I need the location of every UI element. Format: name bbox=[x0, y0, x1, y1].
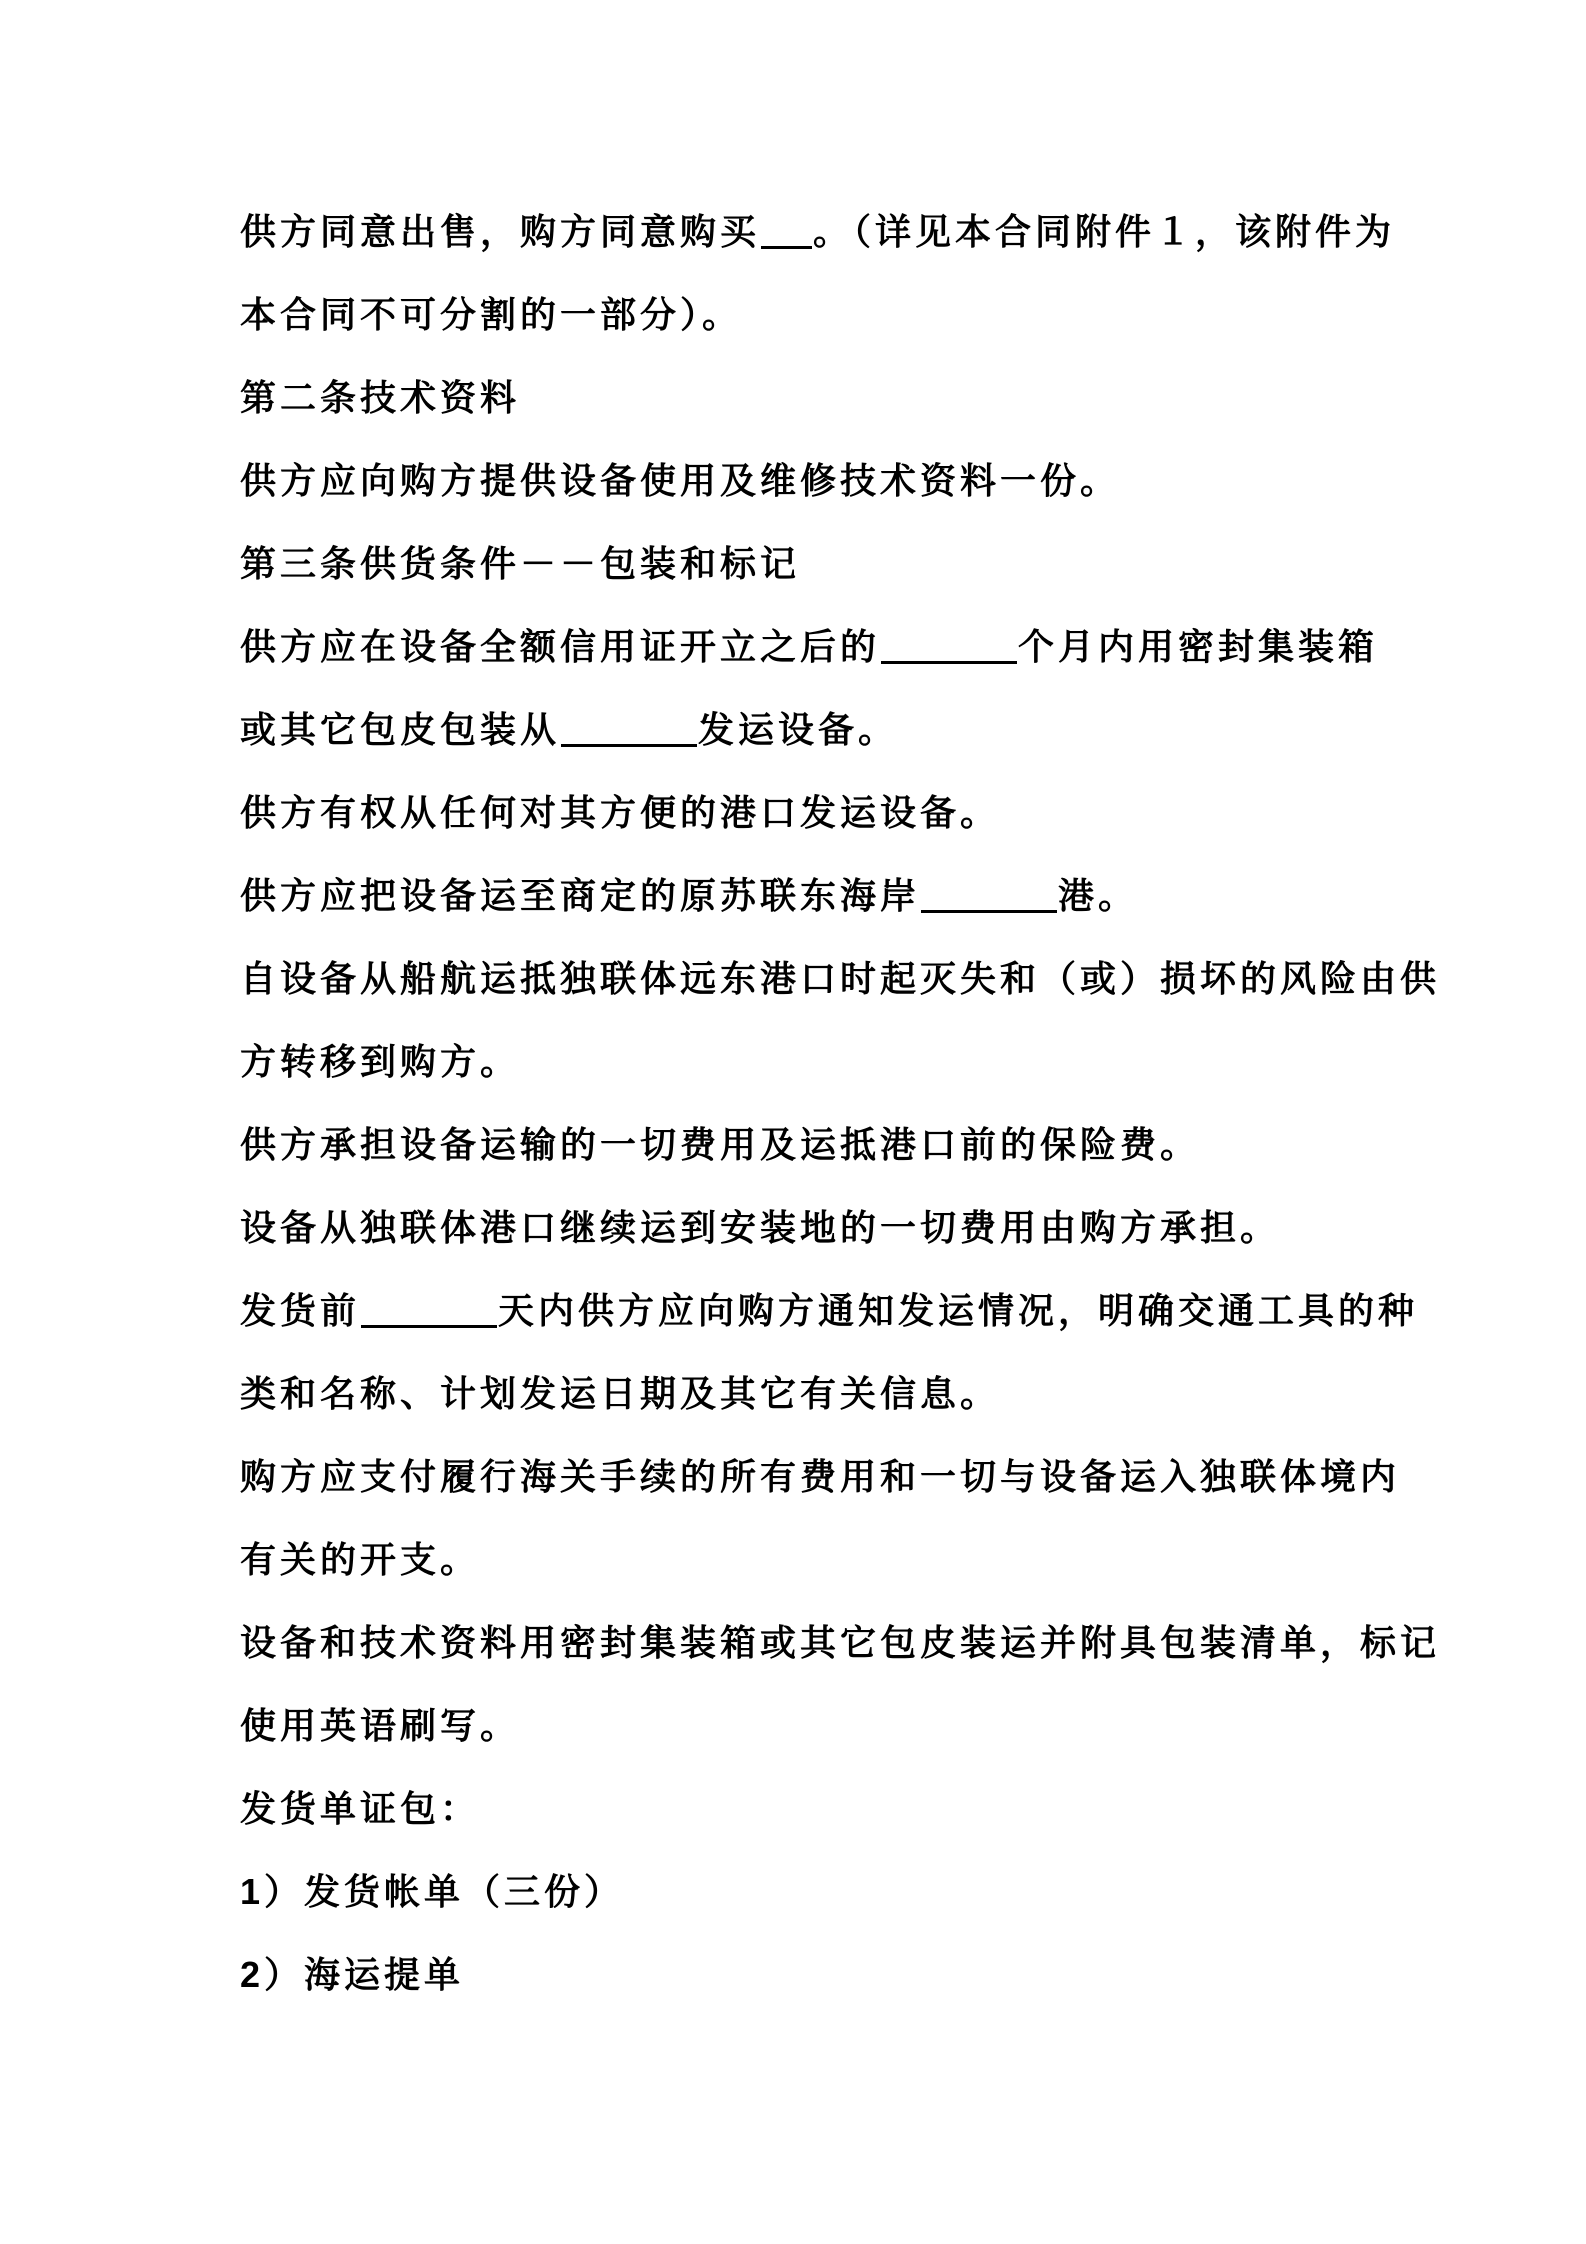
text-run: 类和名称、计划发运日期及其它有关信息。 bbox=[240, 1373, 1001, 1414]
heading-line bbox=[240, 356, 1436, 439]
text-run: 方转移到购方。 bbox=[240, 1041, 521, 1082]
fill-in-blank bbox=[361, 1323, 497, 1328]
fill-in-blank bbox=[761, 244, 812, 249]
text-run: 有关的开支。 bbox=[240, 1539, 481, 1580]
text-run: 供方承担设备运输的一切费用及运抵港口前的保险费。 bbox=[240, 1124, 1201, 1165]
text-run: 供方有权从任何对其方便的港口发运设备。 bbox=[240, 792, 1001, 833]
text-run: 供方应在设备全额信用证开立之后的 bbox=[240, 626, 881, 667]
text-run: 供方应向购方提供设备使用及维修技术资料一份。 bbox=[240, 460, 1121, 501]
text-run: 使用英语刷写。 bbox=[240, 1705, 521, 1746]
text-run: 港。 bbox=[1058, 875, 1139, 916]
heading-line bbox=[240, 522, 1436, 605]
text-line bbox=[240, 273, 1436, 356]
text-line bbox=[240, 771, 1436, 854]
text-line bbox=[240, 605, 1436, 688]
fill-in-blank bbox=[561, 742, 697, 747]
text-run: 个月内用密封集装箱 bbox=[1018, 626, 1379, 667]
text-line bbox=[240, 688, 1436, 771]
text-line bbox=[240, 1186, 1436, 1269]
heading-line bbox=[240, 1767, 1436, 1850]
text-line bbox=[240, 190, 1436, 273]
text-line bbox=[240, 439, 1436, 522]
text-line bbox=[240, 1435, 1436, 1518]
text-line bbox=[240, 1518, 1436, 1601]
text-run: 发运设备。 bbox=[698, 709, 899, 750]
list-item-line bbox=[240, 1850, 1436, 1933]
text-line bbox=[240, 1601, 1441, 1684]
text-run: 或其它包皮包装从 bbox=[240, 709, 561, 750]
text-line bbox=[240, 937, 1441, 1020]
text-run: 供方同意出售，购方同意购买 bbox=[240, 211, 761, 252]
text-run: 第二条技术资料 bbox=[240, 377, 521, 418]
text-line bbox=[240, 1020, 1436, 1103]
list-item-line bbox=[240, 1933, 1436, 2016]
text-run: 发货单证包： bbox=[240, 1788, 481, 1829]
text-run: 。（详见本合同附件１，该附件为 bbox=[813, 211, 1396, 252]
text-run: 供方应把设备运至商定的原苏联东海岸 bbox=[240, 875, 921, 916]
text-line bbox=[240, 1684, 1436, 1767]
text-run: 自设备从船航运抵独联体远东港口时起灭失和（或）损坏的风险由供 bbox=[240, 958, 1441, 999]
text-run: 第三条供货条件－－包装和标记 bbox=[240, 543, 801, 584]
fill-in-blank bbox=[881, 659, 1017, 664]
fill-in-blank bbox=[921, 908, 1057, 913]
text-line bbox=[240, 1269, 1436, 1352]
text-run: 2）海运提单 bbox=[240, 1954, 465, 1995]
text-run: 设备和技术资料用密封集装箱或其它包皮装运并附具包装清单，标记 bbox=[240, 1622, 1441, 1663]
text-run: 天内供方应向购方通知发运情况，明确交通工具的种 bbox=[498, 1290, 1419, 1331]
text-run: 设备从独联体港口继续运到安装地的一切费用由购方承担。 bbox=[240, 1207, 1281, 1248]
text-line bbox=[240, 1103, 1436, 1186]
text-run: 本合同不可分割的一部分）。 bbox=[240, 294, 743, 335]
text-run: 发货前 bbox=[240, 1290, 361, 1331]
text-line bbox=[240, 1352, 1436, 1435]
text-run: 1）发货帐单（三份） bbox=[240, 1871, 625, 1912]
text-line bbox=[240, 854, 1436, 937]
text-run: 购方应支付履行海关手续的所有费用和一切与设备运入独联体境内 bbox=[240, 1456, 1401, 1497]
